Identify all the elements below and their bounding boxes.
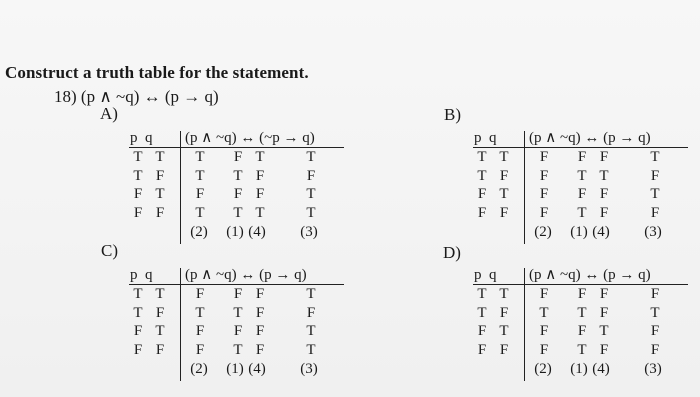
truth-value-cell: T (499, 286, 509, 302)
step-order-label: (4) (592, 224, 610, 240)
truth-value-cell: T (195, 149, 205, 165)
step-order-label: (4) (592, 361, 610, 377)
column-divider (180, 268, 181, 381)
truth-value-cell: T (155, 323, 165, 339)
truth-value-cell: F (195, 341, 205, 358)
truth-value-cell: F (233, 186, 243, 202)
truth-value-cell: F (577, 186, 587, 202)
truth-value-cell: F (155, 304, 165, 321)
truth-value-cell: T (233, 204, 243, 221)
step-order-label: (1) (226, 361, 244, 377)
truth-value-cell: F (599, 204, 609, 221)
truth-value-cell: F (195, 286, 205, 302)
truth-value-cell: T (650, 304, 660, 321)
option-c-label[interactable]: C) (101, 241, 118, 260)
step-order-label: (2) (190, 224, 208, 240)
truth-value-cell: F (499, 341, 509, 358)
truth-value-cell: F (577, 323, 587, 339)
truth-value-cell: F (650, 204, 660, 221)
truth-value-cell: T (577, 304, 587, 321)
truth-value-cell: T (577, 204, 587, 221)
truth-value-cell: T (195, 204, 205, 221)
step-order-label: (2) (534, 224, 552, 240)
truth-value-cell: F (650, 341, 660, 358)
truth-value-cell: F (255, 186, 265, 202)
truth-value-cell: F (133, 323, 143, 339)
step-order-label: (1) (570, 361, 588, 377)
truth-value-cell: T (306, 286, 316, 302)
step-order-label: (1) (570, 224, 588, 240)
truth-value-cell: F (255, 323, 265, 339)
truth-value-cell: F (255, 286, 265, 302)
truth-value-cell: T (233, 167, 243, 184)
option-d-label[interactable]: D) (443, 243, 461, 262)
truth-value-cell: F (477, 341, 487, 358)
truth-value-cell: T (306, 149, 316, 165)
truth-value-cell: F (233, 149, 243, 165)
step-order-label: (1) (226, 224, 244, 240)
truth-value-cell: T (133, 149, 143, 165)
truth-value-cell: T (539, 304, 549, 321)
step-order-label: (4) (248, 361, 266, 377)
truth-value-cell: T (155, 286, 165, 302)
truth-value-cell: T (577, 167, 587, 184)
truth-value-cell: T (133, 304, 143, 321)
truth-value-cell: T (133, 286, 143, 302)
truth-value-cell: F (539, 341, 549, 358)
truth-value-cell: F (233, 323, 243, 339)
truth-value-cell: T (650, 186, 660, 202)
truth-value-cell: F (539, 186, 549, 202)
truth-value-cell: F (477, 323, 487, 339)
truth-value-cell: F (155, 167, 165, 184)
truth-value-cell: F (133, 186, 143, 202)
header-expression-b: (p ∧ ~q) ↔ (p → q) (529, 130, 651, 146)
truth-value-cell: T (306, 323, 316, 339)
truth-value-cell: F (499, 304, 509, 321)
truth-value-cell: T (599, 323, 609, 339)
truth-value-cell: F (539, 323, 549, 339)
truth-value-cell: F (477, 204, 487, 221)
truth-value-cell: F (255, 167, 265, 184)
truth-value-cell: F (599, 149, 609, 165)
step-order-label: (2) (190, 361, 208, 377)
truth-value-cell: F (155, 204, 165, 221)
truth-value-cell: T (306, 186, 316, 202)
truth-value-cell: F (255, 341, 265, 358)
header-variables-a: p q (130, 130, 153, 146)
truth-value-cell: F (650, 286, 660, 302)
truth-value-cell: T (499, 149, 509, 165)
truth-value-cell: T (255, 204, 265, 221)
truth-value-cell: T (499, 323, 509, 339)
step-order-label: (3) (644, 224, 662, 240)
truth-value-cell: T (306, 341, 316, 358)
truth-value-cell: F (233, 286, 243, 302)
step-order-label: (3) (300, 224, 318, 240)
truth-value-cell: F (499, 204, 509, 221)
truth-value-cell: T (477, 286, 487, 302)
truth-value-cell: F (155, 341, 165, 358)
truth-value-cell: T (577, 341, 587, 358)
truth-value-cell: F (306, 304, 316, 321)
truth-value-cell: F (539, 286, 549, 302)
header-variables-d: p q (474, 267, 497, 283)
header-expression-a: (p ∧ ~q) ↔ (~p → q) (185, 130, 315, 146)
truth-value-cell: T (155, 186, 165, 202)
truth-value-cell: F (577, 149, 587, 165)
truth-value-cell: F (539, 167, 549, 184)
truth-value-cell: T (195, 167, 205, 184)
truth-value-cell: T (306, 204, 316, 221)
truth-value-cell: T (650, 149, 660, 165)
column-divider (180, 131, 181, 244)
truth-value-cell: F (195, 323, 205, 339)
truth-value-cell: F (499, 167, 509, 184)
problem-statement: 18) (p ∧ ~q) ↔ (p → q) (54, 87, 219, 106)
truth-value-cell: T (477, 167, 487, 184)
truth-value-cell: T (233, 304, 243, 321)
truth-value-cell: T (599, 167, 609, 184)
truth-value-cell: F (650, 323, 660, 339)
truth-value-cell: F (195, 186, 205, 202)
truth-value-cell: T (233, 341, 243, 358)
step-order-label: (3) (644, 361, 662, 377)
truth-value-cell: T (499, 186, 509, 202)
truth-value-cell: T (255, 149, 265, 165)
truth-value-cell: F (133, 341, 143, 358)
header-variables-b: p q (474, 130, 497, 146)
truth-value-cell: F (255, 304, 265, 321)
truth-value-cell: T (155, 149, 165, 165)
step-order-label: (4) (248, 224, 266, 240)
truth-value-cell: F (599, 341, 609, 358)
option-b-label[interactable]: B) (444, 105, 461, 124)
truth-value-cell: T (477, 304, 487, 321)
step-order-label: (3) (300, 361, 318, 377)
option-a-label[interactable]: A) (100, 104, 118, 123)
truth-value-cell: F (599, 304, 609, 321)
truth-value-cell: F (477, 186, 487, 202)
truth-value-cell: T (195, 304, 205, 321)
truth-value-cell: F (599, 186, 609, 202)
truth-value-cell: F (599, 286, 609, 302)
truth-value-cell: F (650, 167, 660, 184)
header-expression-c: (p ∧ ~q) ↔ (p → q) (185, 267, 307, 283)
truth-value-cell: T (133, 167, 143, 184)
column-divider (524, 131, 525, 244)
truth-value-cell: F (539, 204, 549, 221)
truth-value-cell: F (133, 204, 143, 221)
header-expression-d: (p ∧ ~q) ↔ (p → q) (529, 267, 651, 283)
truth-value-cell: F (306, 167, 316, 184)
column-divider (524, 268, 525, 381)
question-heading: Construct a truth table for the statement. (5, 63, 309, 82)
header-variables-c: p q (130, 267, 153, 283)
truth-value-cell: F (577, 286, 587, 302)
truth-value-cell: F (539, 149, 549, 165)
truth-value-cell: T (477, 149, 487, 165)
step-order-label: (2) (534, 361, 552, 377)
